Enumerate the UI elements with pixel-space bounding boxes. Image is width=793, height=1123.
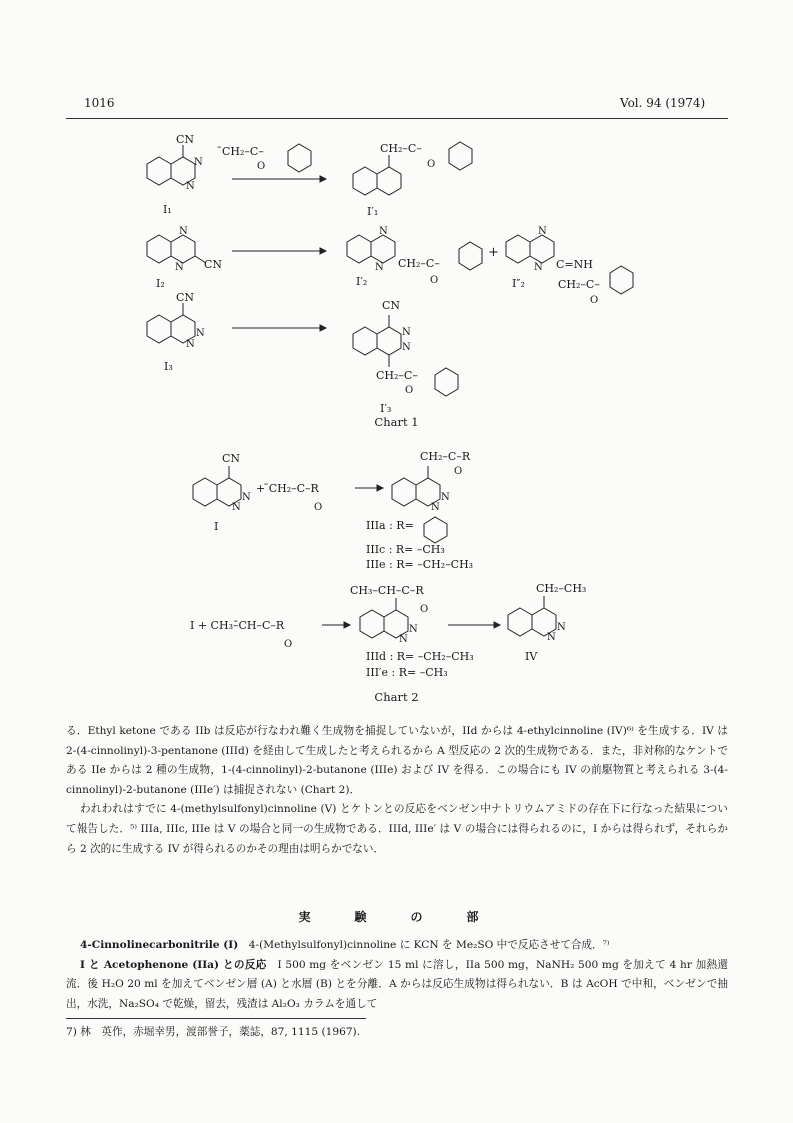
c2-iii-side-chain: CH₂–C–R (420, 450, 471, 463)
journal-volume: Vol. 94 (1974) (620, 96, 706, 110)
c2-arrowhead-3 (494, 622, 500, 628)
footnote-rule (66, 1018, 366, 1019)
p3-heading: 4-Cinnolinecarbonitrile (I) (80, 939, 239, 951)
c2-iiid: IIId : R= –CH₂–CH₃ (366, 650, 474, 663)
i2pp-side-chain: CH₂–C– (558, 278, 600, 291)
i3-cn-label: CN (176, 291, 195, 304)
i2-prime-label: I′₂ (356, 275, 368, 288)
c2-iiid-oxo: O (420, 604, 429, 615)
i2-double-prime-label: I″₂ (512, 277, 525, 290)
experimental-text (66, 936, 728, 1014)
header-rule (66, 118, 728, 119)
c2-iiie-prime: III′e : R= –CH₃ (366, 666, 448, 679)
c2-iv-n-1: N (557, 622, 566, 633)
chart-2-caption: Chart 2 (374, 690, 419, 704)
i2-n-label-2: N (175, 262, 184, 273)
anion-oxo-label: O (257, 161, 266, 172)
i3p-n-label-1: N (402, 327, 411, 338)
i2p-oxo: O (430, 275, 439, 286)
compound-I3 (147, 303, 195, 343)
c2-iv-label: IV (525, 650, 538, 663)
paragraph-3 (66, 936, 728, 956)
section-heading: 実 験 の 部 (298, 910, 495, 924)
arrowhead-2 (320, 248, 326, 254)
c2-iiia: IIIa : R= (366, 519, 414, 532)
c2-iiia-phenyl (424, 517, 447, 543)
compound-III (392, 466, 440, 506)
i2-cn-label: CN (204, 258, 223, 271)
c2-iiid-n-1: N (409, 624, 418, 635)
c2-ketone-anion: + ̄CH₂–C–R (256, 482, 319, 495)
i3-label: I₃ (164, 360, 173, 373)
c2-ketone-2: I + CH₃–̄CH–C–R (190, 619, 285, 632)
c2-iiid-side-chain: CH₃–CH–C–R (350, 584, 424, 597)
i3p-oxo: O (405, 385, 414, 396)
c2-i-n-2: N (232, 502, 241, 513)
compound-IIId (360, 598, 408, 638)
i1-n-label-1: N (194, 157, 203, 168)
c2-iii-n-2: N (431, 502, 440, 513)
p4-body: I 500 mg をベンゼン 15 ml に溶し，IIa 500 mg，NaNH₂ 500 mg を加えて 4 hr 加熱還流．後 H₂O 20 ml を加えてベンゼン層 (A) と水層 (B) とを分離．A からは反応生成物は得られない．B は AcOH で中和，ベンゼンで抽出，水洗，Na₂SO₄ で乾燥，留去，残渣は Al₂O₃ カラムを通して (66, 958, 728, 1010)
c2-ketone-oxo: O (314, 502, 323, 513)
i2pp-oxo: O (590, 295, 599, 306)
i3-prime-label: I′₃ (380, 402, 392, 415)
chart-2-scheme (0, 440, 793, 690)
p4-heading: I と Acetophenone (IIa) との反応 (80, 958, 267, 971)
i1-label: I₁ (163, 203, 172, 216)
c2-iv-n-2: N (547, 632, 556, 643)
i1p-side-chain: CH₂–C– (380, 142, 422, 155)
i1-n-label-2: N (186, 181, 195, 192)
i3p-n-label-2: N (402, 342, 411, 353)
phenacyl-anion-label: ̄CH₂–C– (222, 145, 264, 158)
chart-1-caption: Chart 1 (374, 415, 419, 429)
i2-n-label-1: N (179, 226, 188, 237)
i2p-n-label-2: N (375, 262, 384, 273)
c2-arrowhead-2 (344, 622, 350, 628)
c2-iiie: IIIe : R= –CH₂–CH₃ (366, 558, 474, 571)
i2pp-n-label-1: N (538, 226, 547, 237)
i2-label: I₂ (156, 277, 165, 290)
plus-sign: + (488, 245, 499, 260)
i2pp-imine: C=NH (556, 258, 593, 271)
arrowhead-3 (320, 325, 326, 331)
i2pp-n-label-2: N (534, 262, 543, 273)
paragraph-2: われわれはすでに 4-(methylsulfonyl)cinnoline (V) とケトンとの反応をベンゼン中ナトリウムアミドの存在下に行なった結果について報告した．⁵⁾ IIIa, IIIc, IIIe は V の場合と同一の生成物である．IIId, IIIe′ は V の場合には得られるのに，I からは得られず，それらから 2 次的に生成する IV が得られるのかその理由は明らかでない． (66, 803, 728, 855)
chart-1-scheme (0, 125, 793, 415)
page-number: 1016 (84, 96, 115, 110)
i1-cn-label: CN (176, 133, 195, 146)
p3-body: 4-(Methylsulfonyl)cinnoline に KCN を Me₂SO 中で反応させて合成．⁷⁾ (238, 939, 610, 951)
i2p-side-chain: CH₂–C– (398, 257, 440, 270)
c2-iii-n-1: N (441, 492, 450, 503)
paragraph-1: る．Ethyl ketone である IIb は反応が行なわれ難く生成物を捕捉していないが，IId からは 4-ethylcinnoline (IV)⁶⁾ を生成する．IV は 2-(4-cinnolinyl)-3-pentanone (IIId) を経由して生成したと考えられるから A 型反応の 2 次的生成物である．また，非対称的なケントである IIe からは 2 種の生成物，1-(4-cinnolinyl)-2-butanone (IIIe) および IV を得る．この場合にも IV の前駆物質と考えられる 3-(4-cinnolinyl)-2-butanone (IIIe′) は捕捉されない (Chart 2)． (66, 725, 728, 796)
compound-I-c2 (193, 466, 241, 506)
c2-iii-oxo: O (454, 466, 463, 477)
compound-IV (508, 596, 556, 636)
i2p-n-label-1: N (379, 226, 388, 237)
i1-prime-label: I′₁ (367, 205, 379, 218)
c2-iiic: IIIc : R= –CH₃ (366, 543, 445, 556)
arrowhead-1 (320, 176, 326, 182)
c2-arrowhead-1 (377, 485, 383, 491)
c2-ketone-2-oxo: O (284, 639, 293, 650)
compound-I1 (147, 145, 195, 185)
phenyl-ring (288, 144, 311, 172)
c2-i-cn: CN (222, 452, 241, 465)
footnote-7: 7) 林 英作，赤堀幸男，渡部誉子，薬誌，87, 1115 (1967). (66, 1026, 361, 1038)
c2-i-n-1: N (242, 492, 251, 503)
i3p-side-chain: CH₂–C– (376, 369, 418, 382)
compound-I2 (147, 235, 206, 263)
i3-n-label-2: N (186, 339, 195, 350)
paragraph-4 (66, 956, 728, 1015)
c2-i-label: I (214, 520, 219, 533)
c2-iiid-n-2: N (399, 634, 408, 645)
c2-iv-ethyl: CH₂–CH₃ (536, 582, 587, 595)
i3p-cn-label: CN (382, 299, 401, 312)
i3-n-label-1: N (196, 328, 205, 339)
i1p-oxo: O (427, 159, 436, 170)
body-text (66, 722, 728, 859)
